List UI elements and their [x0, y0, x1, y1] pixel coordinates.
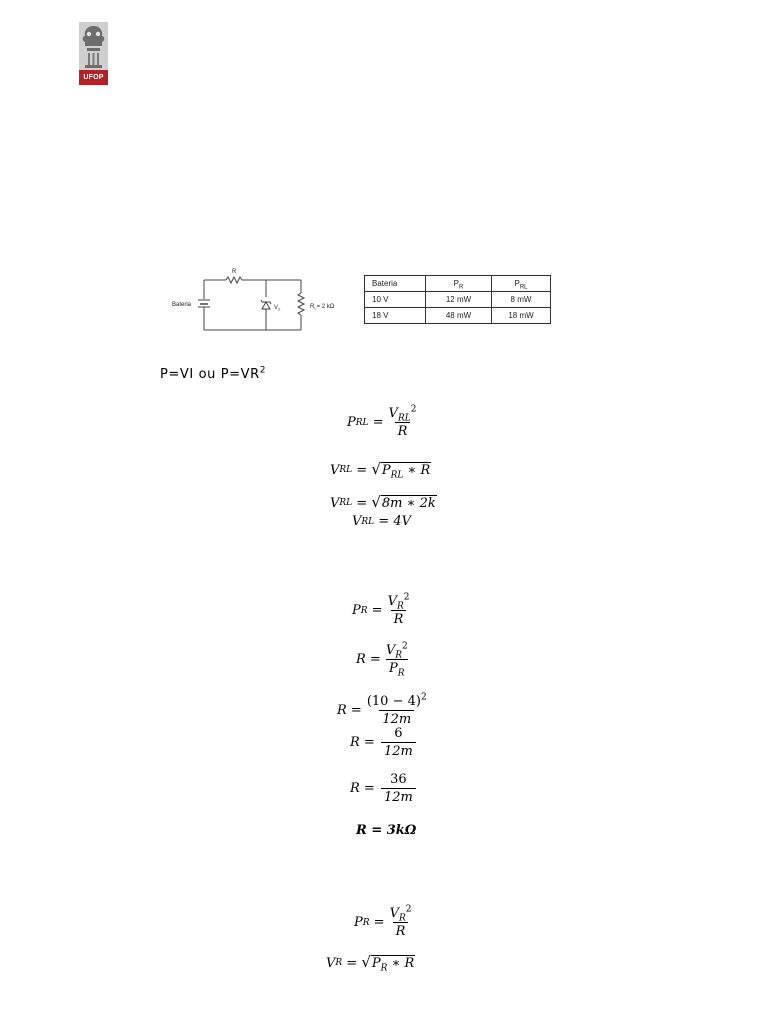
equation-r-step1: R = $\frac{6}{12m}$ — [350, 726, 418, 759]
svg-text:VZ — [274, 305, 281, 312]
equation-r-final: R = 3kΩ — [356, 823, 417, 838]
label-load-sub: L — [314, 305, 317, 311]
equation-vrl-values: V RL = √ 8m ∗ 2k — [330, 493, 436, 511]
power-table — [364, 275, 551, 324]
label-zener-sub: Z — [278, 306, 281, 312]
equation-prl: P RL = $\frac{V_{RL}^2}{R}$ — [347, 404, 417, 439]
table-cell: 12 mW — [426, 292, 492, 308]
table-header: $P_{RL}$ — [492, 276, 551, 292]
university-logo — [79, 22, 108, 85]
label-resistor: R — [232, 269, 237, 275]
logo-text: UFOP — [79, 70, 108, 85]
label-load-value: = 2 kΩ — [316, 304, 335, 310]
table-cell: 18 mW — [492, 308, 551, 324]
power-formula-text: P=VI ou $P=VR^2$ — [160, 365, 267, 382]
table-row — [365, 292, 551, 308]
table-header: $P_R$ — [426, 276, 492, 292]
label-load: R — [310, 304, 315, 310]
equation-vrl-sqrt: V RL = √ $P_{RL}$ ∗ R — [330, 460, 431, 481]
table-header: Bateria — [365, 276, 426, 292]
table-header-row — [365, 276, 551, 292]
table-row — [365, 308, 551, 324]
zener-diode-symbol — [262, 302, 270, 309]
table-cell: 10 V — [365, 292, 426, 308]
table-cell: 8 mW — [492, 292, 551, 308]
table-cell: 18 V — [365, 308, 426, 324]
svg-text:RL= 2 kΩ — [310, 304, 335, 311]
zener-circuit-diagram — [168, 263, 350, 335]
equation-r-formula: R = $\frac{V_R^2}{P_R}$ — [356, 641, 408, 679]
label-zener: V — [274, 305, 279, 311]
equation-pr-repeat: P R = $\frac{V_R^2}{R}$ — [354, 904, 412, 939]
equation-pr: P R = $\frac{V_R^2}{R}$ — [352, 592, 410, 627]
table-cell: 48 mW — [426, 308, 492, 324]
equation-vr-sqrt: V R = √ $P_R$ ∗ R — [326, 953, 415, 974]
equation-r-step2: R = $\frac{36}{12m}$ — [350, 772, 418, 805]
resistor-symbol — [226, 277, 244, 283]
load-resistor-symbol — [298, 293, 304, 315]
label-battery: Bateria — [172, 302, 192, 308]
equation-vrl-result: V RL = 4V — [352, 514, 411, 529]
logo-emblem-icon — [79, 22, 108, 70]
equation-r-substitute: R = $\frac{(10 - 4)^2}{12m}$ — [337, 692, 427, 727]
